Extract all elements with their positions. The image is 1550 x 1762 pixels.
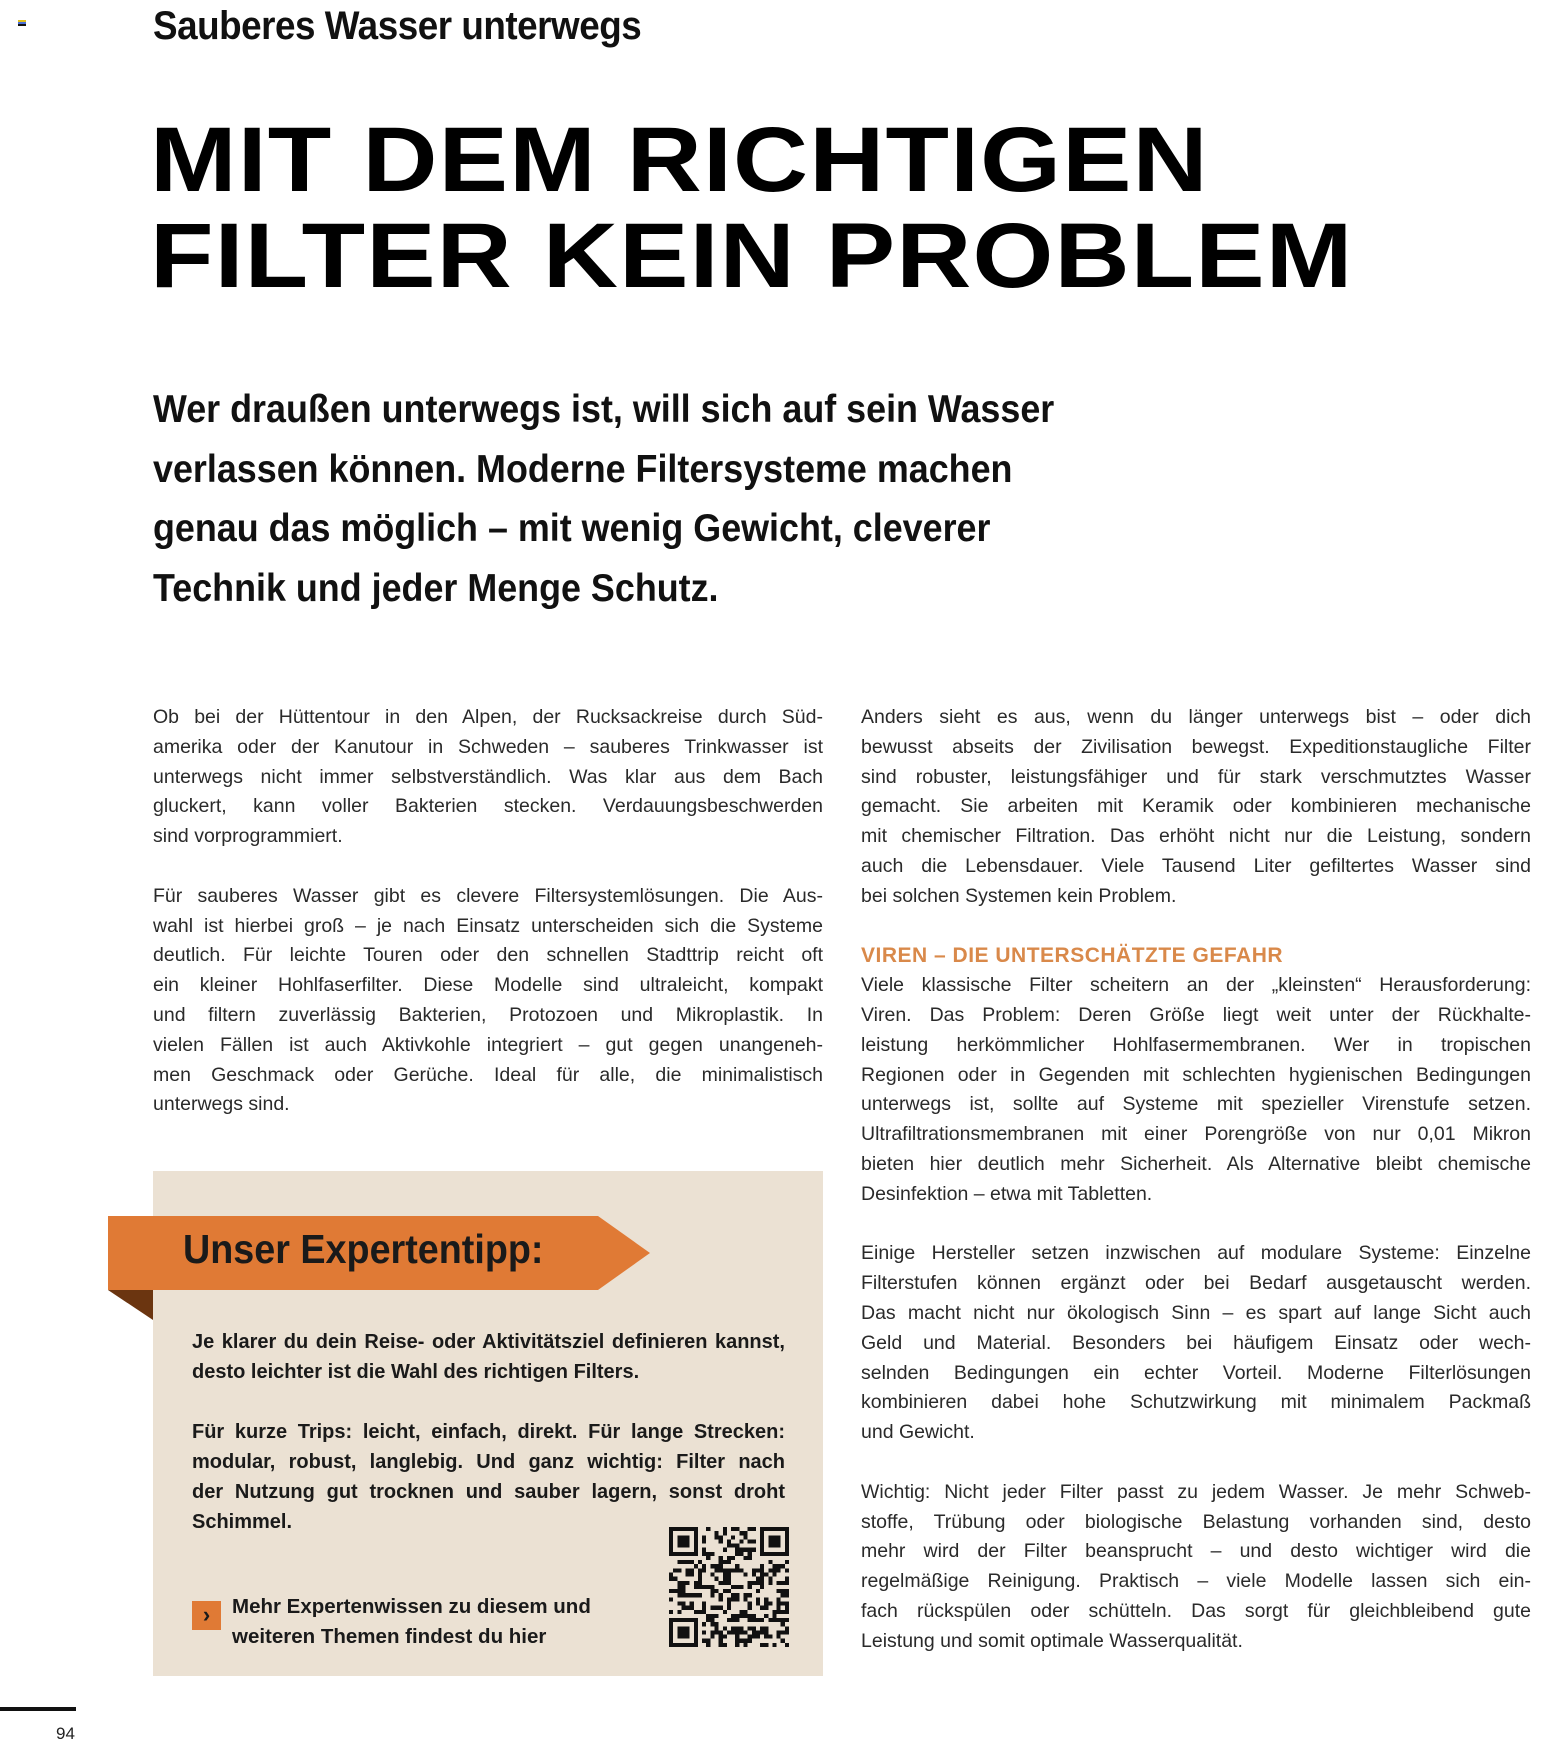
text-line: men Geschmack oder Gerüche. Ideal für alle, die minimalistisch <box>153 1063 823 1086</box>
lead-line: genau das möglich – mit wenig Gewicht, cleverer <box>153 507 991 550</box>
paragraph <box>192 1417 785 1537</box>
text-line: desto leichter ist die Wahl des richtigen Filters. <box>192 1361 640 1383</box>
page-title <box>150 109 1354 307</box>
paragraph <box>192 1327 785 1387</box>
qr-code[interactable] <box>669 1527 789 1647</box>
text-line: Schimmel. <box>192 1511 293 1533</box>
text-line: selnden Bedingungen ein echter Vorteil. Moderne Filterlösungen <box>861 1361 1531 1384</box>
text-line: Für sauberes Wasser gibt es clevere Filtersystemlösungen. Die Aus- <box>153 884 823 907</box>
paragraph <box>153 703 823 852</box>
section-kicker: Sauberes Wasser unterwegs <box>153 4 642 48</box>
text-line: gluckert, kann voller Bakterien stecken. Verdauungsbeschwerden <box>153 795 823 818</box>
text-line: Leistung und somit optimale Wasserqualität. <box>861 1629 1243 1652</box>
text-line: regelmäßige Reinigung. Praktisch – viele Modelle lassen sich ein- <box>861 1570 1531 1593</box>
text-line: Filterstufen können ergänzt oder bei Bedarf ausgetauscht werden. <box>861 1272 1531 1295</box>
text-line: unterwegs ist, sollte auf Systeme mit spezieller Virenstufe setzen. <box>861 1093 1531 1116</box>
text-line: Viren. Das Problem: Deren Größe liegt weit unter der Rückhalte- <box>861 1003 1531 1026</box>
text-line: unterwegs nicht immer selbstverständlich. Was klar aus dem Bach <box>153 765 823 788</box>
text-line: bei solchen Systemen kein Problem. <box>861 884 1177 907</box>
text-line: deutlich. Für leichte Touren oder den schnellen Stadttrip reicht oft <box>153 944 823 967</box>
text-line: stoffe, Trübung oder biologische Belastung vorhanden sind, desto <box>861 1510 1531 1533</box>
paragraph <box>861 971 1531 1209</box>
body-column-right <box>861 703 1531 1686</box>
text-line: amerika oder der Kanutour in Schweden – sauberes Trinkwasser ist <box>153 735 823 758</box>
text-line: gemacht. Sie arbeiten mit Keramik oder kombinieren mechanische <box>861 795 1531 818</box>
text-line: wahl ist hierbei groß – je nach Einsatz unterscheiden sich die Systeme <box>153 914 823 937</box>
text-line: sind vorprogrammiert. <box>153 825 343 848</box>
text-line: Ob bei der Hüttentour in den Alpen, der Rucksackreise durch Süd- <box>153 706 823 728</box>
text-line: ein kleiner Hohlfaserfilter. Diese Modelle sind ultraleicht, kompakt <box>153 974 823 997</box>
text-line: bieten hier deutlich mehr Sicherheit. Als Alternative bleibt chemische <box>861 1152 1531 1175</box>
text-line: bewusst abseits der Zivilisation bewegst. Expeditionstaugliche Filter <box>861 735 1531 758</box>
lead-line: Wer draußen unterwegs ist, will sich auf sein Wasser <box>153 388 1055 431</box>
text-line: Das macht nicht nur ökologisch Sinn – es spart auf lange Sicht auch <box>861 1301 1531 1324</box>
text-line: Regionen oder in Gegenden mit schlechten hygienischen Bedingungen <box>861 1063 1531 1086</box>
text-line: Wichtig: Nicht jeder Filter passt zu jedem Wasser. Je mehr Schweb- <box>861 1480 1531 1503</box>
section-subheading: VIREN – DIE UNTERSCHÄTZTE GEFAHR <box>861 944 1284 968</box>
title-line: FILTER KEIN PROBLEM <box>150 205 1354 307</box>
text-line: Einige Hersteller setzen inzwischen auf modulare Systeme: Einzelne <box>861 1242 1531 1265</box>
text-line: Viele klassische Filter scheitern an der „kleinsten“ Herausforderung: <box>861 974 1531 997</box>
expert-link[interactable] <box>232 1592 591 1652</box>
text-line: mit chemischer Filtration. Das erhöht nicht nur die Leistung, sondern <box>861 825 1531 848</box>
print-color-marker <box>18 20 26 26</box>
text-line: modular, robust, langlebig. Und ganz wichtig: Filter nach <box>192 1451 785 1473</box>
lead-paragraph <box>153 380 1054 618</box>
text-line: kombinieren dabei hohe Schutzwirkung mit minimalem Packmaß <box>861 1391 1531 1414</box>
text-line: Geld und Material. Besonders bei häufigem Einsatz oder wech- <box>861 1331 1531 1354</box>
text-line: sind robuster, leistungsfähiger und für stark verschmutztes Wasser <box>861 765 1531 788</box>
lead-line: Technik und jeder Menge Schutz. <box>153 566 719 610</box>
text-line: mehr wird der Filter beansprucht – und desto wichtiger wird die <box>861 1540 1531 1563</box>
paragraph <box>861 1239 1531 1448</box>
text-line: und filtern zuverlässig Bakterien, Protozoen und Mikroplastik. In <box>153 1003 823 1026</box>
text-line: und Gewicht. <box>861 1421 975 1444</box>
title-line: MIT DEM RICHTIGEN <box>150 109 1209 211</box>
link-line[interactable]: Mehr Expertenwissen zu diesem und <box>232 1595 591 1618</box>
paragraph <box>153 882 823 1120</box>
text-line: fach rückspülen oder schütteln. Das sorgt für gleichbleibend gute <box>861 1599 1531 1622</box>
body-column-left <box>153 703 823 1150</box>
page-number: 94 <box>56 1724 75 1743</box>
text-line: Für kurze Trips: leicht, einfach, direkt. Für lange Strecken: <box>192 1421 785 1443</box>
text-line: Ultrafiltrationsmembranen mit einer Porengröße von nur 0,01 Mikron <box>861 1123 1531 1146</box>
paragraph <box>861 1478 1531 1657</box>
tip-title: Unser Expertentipp: <box>183 1226 544 1272</box>
footer-rule <box>0 1707 76 1711</box>
text-line: vielen Fällen ist auch Aktivkohle integriert – gut gegen unangeneh- <box>153 1033 823 1056</box>
text-line: Je klarer du dein Reise- oder Aktivitätsziel definieren kannst, <box>192 1331 785 1353</box>
text-line: auch die Lebensdauer. Viele Tausend Liter gefiltertes Wasser sind <box>861 854 1531 877</box>
lead-line: verlassen können. Moderne Filtersysteme machen <box>153 447 1013 491</box>
link-line[interactable]: weiteren Themen findest du hier <box>232 1625 547 1648</box>
text-line: unterwegs sind. <box>153 1093 290 1116</box>
text-line: Desinfektion – etwa mit Tabletten. <box>861 1182 1153 1205</box>
paragraph <box>861 703 1531 912</box>
text-line: leistung herkömmlicher Hohlfasermembranen. Wer in tropischen <box>861 1033 1531 1056</box>
text-line: Anders sieht es aus, wenn du länger unterwegs bist – oder dich <box>861 706 1531 728</box>
chevron-right-icon[interactable]: › <box>192 1601 221 1630</box>
text-line: der Nutzung gut trocknen und sauber lagern, sonst droht <box>192 1481 785 1503</box>
